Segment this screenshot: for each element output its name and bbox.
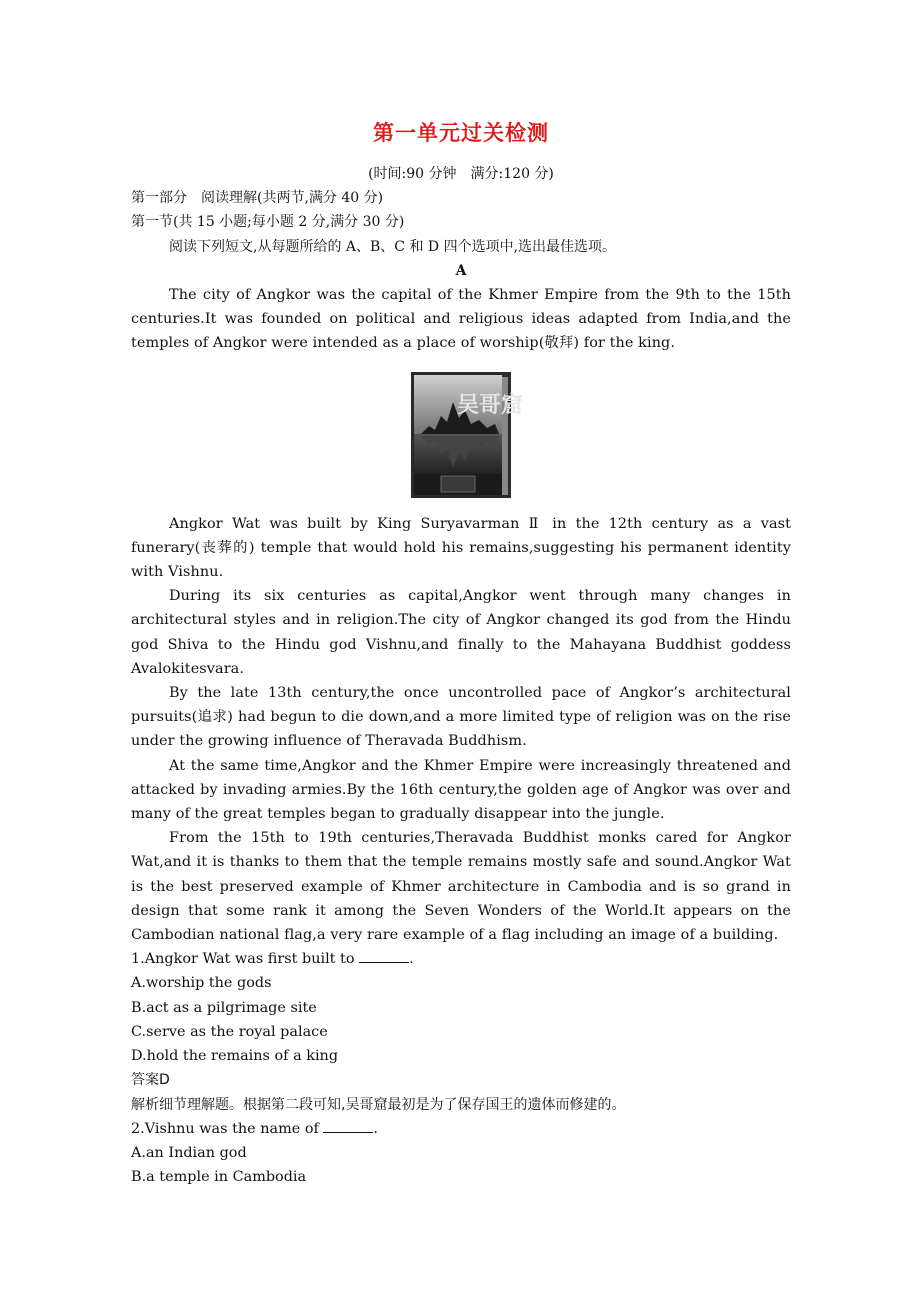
question-1-blank: [359, 948, 409, 963]
document-page: [131, 118, 791, 1189]
angkor-book-image: [411, 372, 524, 498]
passage-label: A: [455, 262, 467, 279]
paragraph-1: The city of Angkor was the capital of the Khmer Empire from the 9th to the 15th centuries.It was founded on political and religious ideas adapted from India,and the temples of Angkor were intended as a place of worship(敬拜) for the king.: [131, 287, 791, 352]
q1-answer: 答案D: [131, 1072, 170, 1089]
q2-option-b: B.a temple in Cambodia: [131, 1169, 307, 1186]
q1-option-c: C.serve as the royal palace: [131, 1023, 328, 1040]
instruction-text: 阅读下列短文,从每题所给的 A、B、C 和 D 四个选项中,选出最佳选项。: [169, 238, 617, 255]
q1-option-d: D.hold the remains of a king: [131, 1048, 339, 1065]
paragraph-2: Angkor Wat was built by King Suryavarman Ⅱ in the 12th century as a vast funerary(丧葬的) temple that would hold his remains,suggesting his permanent identity with Vishnu.: [131, 515, 791, 581]
figure-title-text: 吴哥窟: [457, 391, 524, 418]
question-2-blank: [323, 1118, 373, 1133]
paragraph-3: During its six centuries as capital,Angkor went through many changes in architectural styles and in religion.The city of Angkor changed its god from the Hindu god Shiva to the Hindu god Vishnu,and finally to the Mahayana Buddhist goddess Avalokitesvara.: [131, 588, 791, 677]
exam-meta: (时间:90 分钟 满分:120 分): [368, 166, 554, 182]
question-2-stem: 2.Vishnu was the name of: [131, 1120, 319, 1137]
question-2: 2.Vishnu was the name of .: [131, 1117, 791, 1141]
paragraph-4: By the late 13th century,the once uncontrolled pace of Angkor’s architectural pursuits(追求) had begun to die down,and a more limited type of religion was on the rise under the growing influence of Theravada Buddhism.: [131, 685, 791, 750]
q2-option-a: A.an Indian god: [131, 1144, 247, 1161]
question-1-stem: 1.Angkor Wat was first built to: [131, 951, 355, 968]
q1-option-b: B.act as a pilgrimage site: [131, 999, 317, 1016]
paragraph-5: At the same time,Angkor and the Khmer Empire were increasingly threatened and attacked by invading armies.By the 16th century,the golden age of Angkor was over and many of the great temples began to gradually disappear into the jungle.: [131, 757, 791, 823]
section-heading: 第一节(共 15 小题;每小题 2 分,满分 30 分): [131, 214, 405, 231]
paragraph-6: From the 15th to 19th centuries,Theravada Buddhist monks cared for Angkor Wat,and it is thanks to them that the temple remains mostly safe and sound.Angkor Wat is the best preserved example of Khmer architecture in Cambodia and is so grand in design that some rank it among the Seven Wonders of the World.It appears on the Cambodian national flag,a very rare example of a flag including an image of a building.: [131, 830, 791, 944]
q1-analysis: 解析细节理解题。根据第二段可知,吴哥窟最初是为了保存国王的遗体而修建的。: [131, 1096, 626, 1113]
q1-option-a: A.worship the gods: [131, 975, 272, 992]
part-heading: 第一部分 阅读理解(共两节,满分 40 分): [131, 190, 384, 207]
question-1: 1.Angkor Wat was first built to .: [131, 947, 791, 971]
page-title: 第一单元过关检测: [373, 121, 549, 145]
